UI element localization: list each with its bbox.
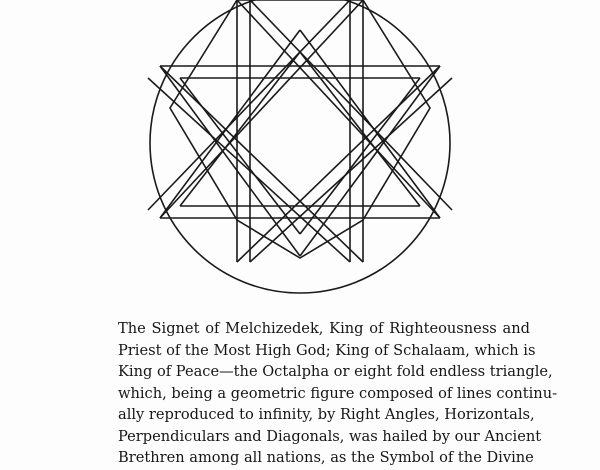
interlaced-band-lines <box>148 0 452 262</box>
figure-caption <box>118 318 558 469</box>
caption-line: Perpendiculars and Diagonals, was hailed by our Ancient <box>118 427 542 445</box>
enclosing-circle <box>150 0 450 293</box>
caption-line: Brethren among all nations, as the Symbol of the Divine <box>118 449 534 466</box>
caption-line: Priest of the Most High God; King of Schalaam, which is <box>118 341 536 359</box>
upward-triangle-outer <box>170 0 430 258</box>
caption-line: ally reproduced to infinity, by Right Angles, Horizontals, <box>118 406 535 423</box>
caption-line: King of Peace—the Octalpha or eight fold endless triangle, <box>118 363 553 380</box>
caption-line: which, being a geometric figure composed of lines continu- <box>118 384 558 402</box>
caption-line: The Signet of Melchizedek, King of Righteousness and <box>118 320 530 337</box>
